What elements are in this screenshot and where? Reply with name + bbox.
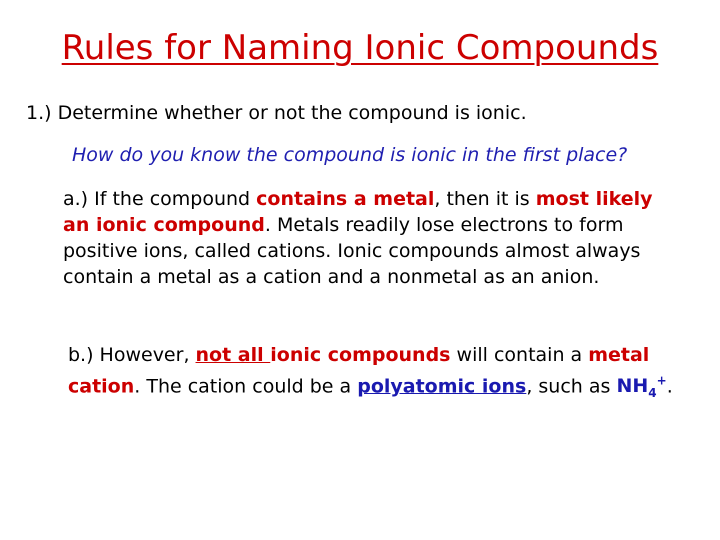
para-b-text-2: will contain a: [450, 344, 589, 366]
ammonium-nh: NH: [616, 375, 649, 398]
para-a-text-2: , then it is: [434, 188, 536, 210]
ammonium-subscript: 4: [648, 386, 657, 401]
para-a-text-1: a.) If the compound: [63, 188, 257, 210]
rule-1: 1.) Determine whether or not the compound is ionic.: [26, 102, 527, 124]
para-b-text-1: b.) However,: [68, 344, 196, 366]
para-b-highlight-polyatomic-ions: polyatomic ions: [357, 375, 527, 398]
para-a-highlight-contains-metal: contains a metal: [256, 188, 435, 210]
para-b-text-4: , such as: [526, 375, 617, 398]
ammonium-charge: +: [656, 374, 667, 388]
para-b-highlight-metal-cation: metal cation: [68, 344, 650, 398]
para-b-highlight-ionic-compounds: ionic compounds: [270, 344, 451, 366]
para-b-text-3: . The cation could be a: [134, 375, 358, 398]
para-a-highlight-ionic-compound: most likely an ionic compound: [63, 188, 653, 236]
slide-title: Rules for Naming Ionic Compounds: [61, 28, 659, 68]
ammonium-formula: [616, 374, 667, 401]
paragraph-a: [63, 186, 683, 290]
guiding-question: How do you know the compound is ionic in the first place?: [72, 144, 628, 166]
paragraph-b: [68, 342, 678, 406]
para-b-highlight-not-all: not all: [195, 344, 271, 366]
para-a-text-3: . Metals readily lose electrons to form positive ions, called cations. Ionic compounds almost always contain a metal as a cation and a nonmetal as an anion.: [63, 214, 641, 288]
para-b-text-5: .: [666, 375, 673, 398]
